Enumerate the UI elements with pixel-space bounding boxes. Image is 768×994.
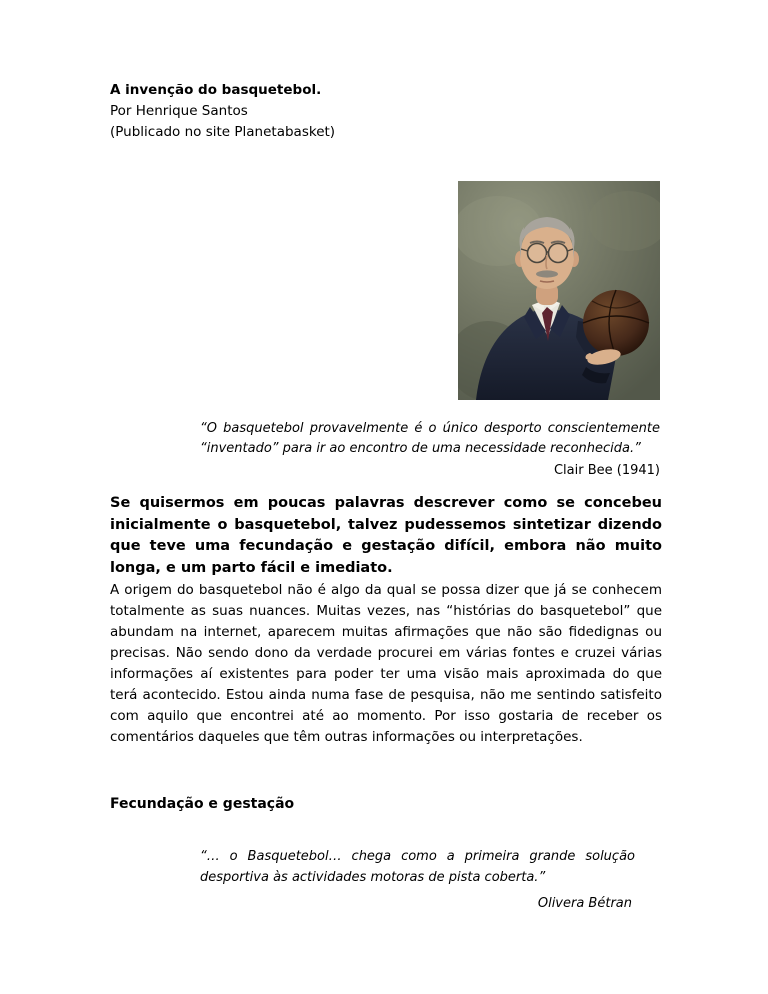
portrait-illustration [458,181,660,400]
section-quote-block: “… o Basquetebol… chega como a primeira grande solução desportiva às actividades motoras de pista coberta.” [200,849,635,885]
section-quote-attribution: Olivera Bétran [537,896,632,911]
section-heading-fecundacao: Fecundação e gestação [110,796,295,812]
lead-paragraph: Se quisermos em poucas palavras descrever como se concebeu inicialmente o basquetebol, talvez pudessemos sintetizar dizendo que teve uma fecundação e gestação difícil, embora não muito longa, e um parto fácil e imediato. [110,495,662,576]
opening-quote-block [200,419,660,481]
page-title: A invenção do basquetebol. [110,82,322,98]
document-header [110,80,590,143]
opening-quote-attribution: Clair Bee (1941) [553,463,660,478]
naismith-portrait-photo [458,181,660,400]
publication-note: (Publicado no site Planetabasket) [110,124,336,140]
body-paragraph: A origem do basquetebol não é algo da qual se possa dizer que já se conhecem totalmente as suas nuances. Muitas vezes, nas “histórias do basquetebol” que abundam na internet, aparecem muitas afirmações que não são fidedignas ou precisas. Não sendo dono da verdade procurei em várias fontes e cruzei várias informações aí existentes para poder ter uma visão mais aproximada do que terá acontecido. Estou ainda numa fase de pesquisa, não me sentindo satisfeito com aquilo que encontrei até ao momento. Por isso gostaria de receber os comentários daqueles que têm outras informações ou interpretações. [110,582,662,745]
byline: Por Henrique Santos [110,103,248,119]
opening-quote-text: “O basquetebol provavelmente é o único desporto conscientemente “inventado” para ir ao encontro de uma necessidade reconhecida.” [200,421,660,456]
